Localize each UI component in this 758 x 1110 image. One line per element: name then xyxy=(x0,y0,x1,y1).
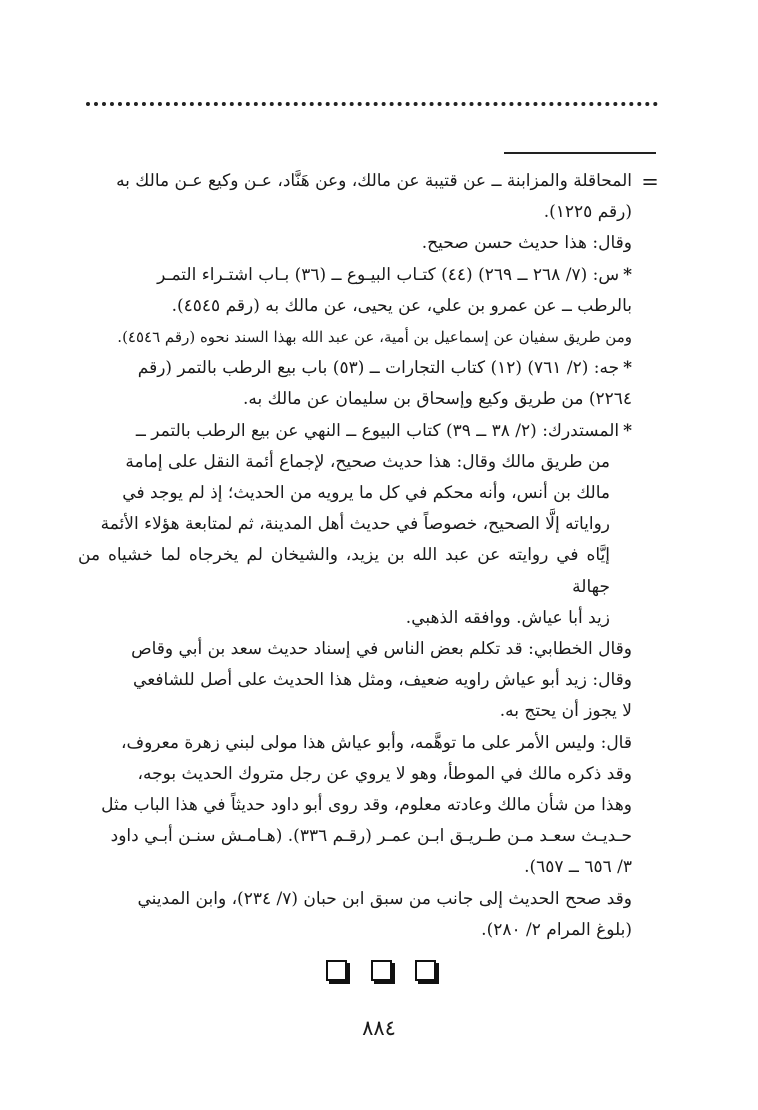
text-line-content: وقال الخطابي: قد تكلم بعض الناس في إسناد حديث سعد بن أبي وقاص xyxy=(131,639,632,660)
text-line-content: المستدرك: (٢/ ٣٨ ــ ٣٩) كتاب البيوع ــ النهي عن بيع الرطب بالتمر ــ xyxy=(135,420,620,441)
text-line-content: (بلوغ المرام ٢/ ٢٨٠). xyxy=(481,919,632,940)
text-line xyxy=(78,821,632,852)
text-line-content: رواياته إلَّا الصحيح، خصوصاً في حديث أهل المدينة، ثم لمتابعة هؤلاء الأئمة xyxy=(100,514,610,535)
asterisk-icon: * xyxy=(623,358,632,379)
page-number: ٨٨٤ xyxy=(362,1016,396,1040)
footnote-rule xyxy=(504,152,656,154)
text-line-content: وقال: زيد أبو عياش راويه ضعيف، ومثل هذا الحديث على أصل للشافعي xyxy=(133,670,632,691)
text-line-content: من طريق مالك وقال: هذا حديث صحيح، لإجماع أئمة النقل على إمامة xyxy=(125,451,610,472)
text-line xyxy=(78,884,632,915)
text-line-content: وهذا من شأن مالك وعادته معلوم، وقد روى أبو داود حديثاً في هذا الباب مثل xyxy=(101,795,632,816)
ornament-box-icon xyxy=(371,960,392,981)
text-line xyxy=(78,540,632,602)
text-line-content: س: (٧/ ٢٦٨ ــ ٢٦٩) (٤٤) كتـاب البيـوع ــ (٣٦) بـاب اشتـراء التمـر xyxy=(157,264,620,285)
text-line-content: زيد أبا عياش. ووافقه الذهبي. xyxy=(405,607,610,628)
text-line-content: ومن طريق سفيان عن إسماعيل بن أمية، عن عبد الله بهذا السند نحوه (رقم ٤٥٤٦). xyxy=(117,328,632,347)
text-line xyxy=(78,509,632,540)
dotted-separator xyxy=(86,102,658,106)
text-line xyxy=(78,603,632,634)
text-line-content: جه: (٢/ ٧٦١) (١٢) كتاب التجارات ــ (٥٣) باب بيع الرطب بالتمر (رقم xyxy=(137,358,620,379)
text-line xyxy=(78,384,632,415)
text-line xyxy=(78,478,632,509)
text-line xyxy=(78,634,632,665)
text-line-content: وقد ذكره مالك في الموطأ، وهو لا يروي عن رجل متروك الحديث بوجه، xyxy=(137,763,632,784)
text-line xyxy=(78,728,632,759)
section-end-ornament xyxy=(326,960,436,984)
text-line-content: حـديـث سعـد مـن طـريـق ابـن عمـر (رقـم ٣٣٦). (هـامـش سنـن أبـي داود xyxy=(110,826,632,847)
text-line-content: (رقم ١٢٢٥). xyxy=(543,202,632,223)
text-line xyxy=(78,852,632,883)
text-line xyxy=(78,790,632,821)
text-line-content: ٢٢٦٤) من طريق وكيع وإسحاق بن سليمان عن مالك به. xyxy=(243,389,632,410)
text-line-content: مالك بن أنس، وأنه محكم في كل ما يرويه من الحديث؛ إذ لم يوجد في xyxy=(122,483,610,504)
text-line-content: بالرطب ــ عن عمرو بن علي، عن يحيى، عن مالك به (رقم ٤٥٤٥). xyxy=(171,295,632,316)
text-line xyxy=(78,228,632,259)
continuation-mark: = xyxy=(641,170,659,194)
text-line xyxy=(78,291,632,322)
text-line-content: لا يجوز أن يحتج به. xyxy=(499,701,632,722)
footnote-text xyxy=(78,166,632,946)
text-line xyxy=(78,665,632,696)
ornament-box-icon xyxy=(415,960,436,981)
text-line-content: ٣/ ٦٥٦ ــ ٦٥٧). xyxy=(524,857,632,878)
text-line xyxy=(78,322,632,353)
text-line-content: إيَّاه في روايته عن عبد الله بن يزيد، والشيخان لم يخرجاه لما خشياه من جهالة xyxy=(78,545,610,597)
text-line-content: قال: وليس الأمر على ما توهَّمه، وأبو عياش هذا مولى لبني زهرة معروف، xyxy=(120,732,632,753)
text-line xyxy=(78,260,632,291)
text-line xyxy=(78,353,632,384)
text-line xyxy=(78,166,632,197)
asterisk-icon: * xyxy=(623,264,632,285)
text-line-content: وقال: هذا حديث حسن صحيح. xyxy=(421,233,632,254)
text-line xyxy=(78,759,632,790)
text-line-content: المحاقلة والمزابنة ــ عن قتيبة عن مالك، وعن هَنَّاد، عـن وكيع عـن مالك به xyxy=(116,171,632,191)
asterisk-icon: * xyxy=(623,420,632,441)
text-line xyxy=(78,915,632,946)
text-line xyxy=(78,416,632,447)
text-line xyxy=(78,447,632,478)
text-line xyxy=(78,197,632,228)
text-line xyxy=(78,696,632,727)
ornament-box-icon xyxy=(326,960,347,981)
text-line-content: وقد صحح الحديث إلى جانب من سبق ابن حبان (٧/ ٢٣٤)، وابن المديني xyxy=(137,888,632,909)
